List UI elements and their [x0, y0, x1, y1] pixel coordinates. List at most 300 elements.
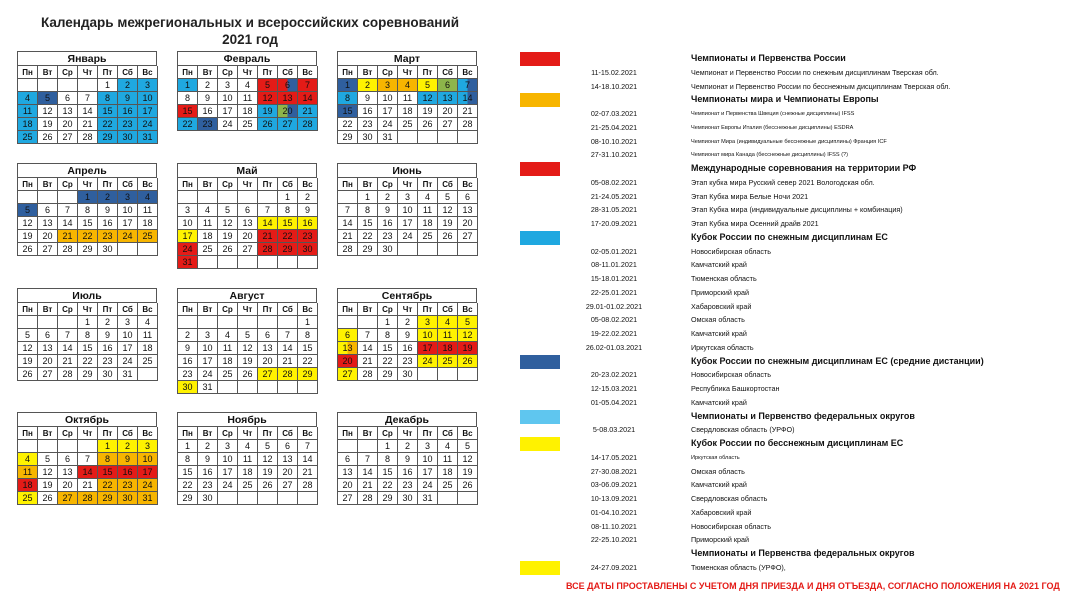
day-cell: 8	[178, 92, 198, 105]
empty-cell	[198, 256, 218, 269]
month-days-grid	[17, 65, 157, 144]
day-cell: 4	[138, 316, 158, 329]
event-date: 10-13.09.2021	[590, 494, 638, 503]
day-cell: 9	[298, 204, 318, 217]
day-cell: 28	[338, 243, 358, 256]
day-cell: 21	[458, 105, 478, 118]
weekday-header: Пт	[418, 303, 438, 316]
day-cell: 10	[218, 453, 238, 466]
day-cell: 14	[358, 466, 378, 479]
weekday-header: Вс	[458, 178, 478, 191]
day-cell: 17	[178, 230, 198, 243]
day-cell: 31	[198, 381, 218, 394]
day-cell: 15	[178, 105, 198, 118]
event-description: Чемпионат и Первенство России по бесснежным дисциплинам Тверская обл.	[691, 81, 951, 91]
legend-event	[520, 66, 1080, 80]
legend-event	[520, 258, 1080, 272]
day-cell: 17	[418, 466, 438, 479]
event-date: 21-25.04.2021	[590, 122, 638, 132]
day-cell: 2	[178, 329, 198, 342]
day-cell: 11	[218, 342, 238, 355]
day-cell: 15	[278, 217, 298, 230]
day-cell: 23	[98, 355, 118, 368]
month-days-grid	[337, 302, 477, 381]
event-date: 17-20.09.2021	[590, 219, 638, 228]
day-cell: 6	[338, 329, 358, 342]
weekday-header: Вт	[358, 66, 378, 79]
day-cell: 24	[198, 368, 218, 381]
day-cell: 8	[278, 204, 298, 217]
month-days-grid	[17, 177, 157, 256]
day-cell: 19	[458, 466, 478, 479]
day-cell: 10	[398, 204, 418, 217]
event-description: Республика Башкортостан	[691, 384, 780, 393]
day-cell: 16	[378, 217, 398, 230]
empty-cell	[278, 492, 298, 505]
legend-category	[520, 355, 1080, 369]
legend-swatch	[520, 355, 560, 369]
day-cell: 26	[258, 118, 278, 131]
empty-cell	[278, 316, 298, 329]
month-name: Февраль	[177, 51, 317, 65]
weekday-header: Вс	[298, 178, 318, 191]
day-cell: 24	[418, 479, 438, 492]
month-name: Ноябрь	[177, 412, 317, 426]
legend-category	[520, 162, 1080, 176]
day-cell: 11	[18, 466, 38, 479]
day-cell: 26	[38, 131, 58, 144]
day-cell: 11	[138, 204, 158, 217]
day-cell: 11	[138, 329, 158, 342]
event-description: Новосибирская область	[691, 521, 772, 531]
day-cell: 14	[338, 217, 358, 230]
day-cell: 18	[438, 342, 458, 355]
day-cell: 28	[358, 492, 378, 505]
event-description: Тюменская область (УРФО),	[691, 562, 786, 572]
day-cell: 30	[378, 243, 398, 256]
day-cell: 22	[98, 118, 118, 131]
event-date: 15-18.01.2021	[590, 274, 638, 283]
day-cell: 4	[18, 453, 38, 466]
day-cell: 9	[198, 453, 218, 466]
legend-category	[520, 437, 1080, 451]
empty-cell	[18, 191, 38, 204]
empty-cell	[238, 381, 258, 394]
weekday-header: Пн	[18, 427, 38, 440]
legend-category	[520, 52, 1080, 66]
day-cell: 2	[98, 191, 118, 204]
day-cell: 21	[78, 118, 98, 131]
day-cell: 22	[298, 355, 318, 368]
day-cell: 8	[358, 204, 378, 217]
day-cell: 10	[418, 329, 438, 342]
day-cell: 5	[438, 191, 458, 204]
event-date: 27-30.08.2021	[590, 466, 638, 476]
weekday-header: Вс	[138, 427, 158, 440]
day-cell: 10	[178, 217, 198, 230]
day-cell: 4	[138, 191, 158, 204]
day-cell: 29	[378, 492, 398, 505]
day-cell: 29	[98, 492, 118, 505]
day-cell: 18	[198, 230, 218, 243]
empty-cell	[358, 440, 378, 453]
day-cell: 9	[178, 342, 198, 355]
day-cell: 15	[298, 342, 318, 355]
day-cell: 20	[38, 355, 58, 368]
empty-cell	[278, 256, 298, 269]
day-cell: 16	[118, 466, 138, 479]
day-cell: 17	[418, 342, 438, 355]
day-cell: 25	[198, 243, 218, 256]
day-cell: 14	[58, 342, 78, 355]
empty-cell	[38, 79, 58, 92]
day-cell: 21	[58, 355, 78, 368]
empty-cell	[278, 381, 298, 394]
weekday-header: Пн	[178, 178, 198, 191]
legend-swatch	[520, 561, 560, 575]
month-block	[337, 163, 477, 256]
legend-swatch	[520, 93, 560, 107]
weekday-header: Сб	[118, 178, 138, 191]
event-description: Новосибирская область	[691, 370, 772, 380]
month-block	[17, 412, 157, 505]
day-cell: 16	[98, 342, 118, 355]
empty-cell	[298, 256, 318, 269]
day-cell: 3	[138, 79, 158, 92]
day-cell: 23	[198, 118, 218, 131]
day-cell: 23	[118, 479, 138, 492]
footer-note: ВСЕ ДАТЫ ПРОСТАВЛЕНЫ С УЧЕТОМ ДНЯ ПРИЕЗДА И ДНЯ ОТЪЕЗДА, СОГЛАСНО ПОЛОЖЕНИЯ НА 2021 ГОД	[566, 581, 1060, 591]
day-cell: 27	[58, 131, 78, 144]
day-cell: 21	[358, 479, 378, 492]
legend-event	[520, 286, 1080, 300]
empty-cell	[38, 191, 58, 204]
legend-event	[520, 121, 1080, 135]
day-cell: 26	[18, 243, 38, 256]
weekday-header: Ср	[218, 303, 238, 316]
legend-swatch	[520, 52, 560, 66]
day-cell: 7	[298, 79, 318, 92]
day-cell: 22	[98, 479, 118, 492]
day-cell: 8	[98, 92, 118, 105]
event-description: Этап Кубка мира Белые Ночи 2021	[691, 191, 809, 201]
legend-swatch	[520, 437, 560, 451]
legend-swatch	[520, 162, 560, 176]
weekday-header: Сб	[438, 178, 458, 191]
day-cell: 1	[378, 316, 398, 329]
weekday-header: Пт	[258, 66, 278, 79]
weekday-header: Вт	[38, 427, 58, 440]
event-date: 12-15.03.2021	[590, 384, 638, 393]
event-description: Приморский край	[691, 535, 750, 545]
day-cell: 19	[18, 355, 38, 368]
day-cell: 5	[218, 204, 238, 217]
weekday-header: Вт	[38, 178, 58, 191]
day-cell: 17	[218, 105, 238, 118]
day-cell: 2	[118, 79, 138, 92]
empty-cell	[458, 492, 478, 505]
weekday-header: Пн	[18, 178, 38, 191]
day-cell: 27	[278, 118, 298, 131]
weekday-header: Вс	[298, 427, 318, 440]
weekday-header: Пн	[338, 178, 358, 191]
day-cell: 26	[438, 230, 458, 243]
weekday-header: Сб	[118, 303, 138, 316]
day-cell: 3	[198, 329, 218, 342]
empty-cell	[18, 79, 38, 92]
month-name: Июль	[17, 288, 157, 302]
day-cell: 4	[218, 329, 238, 342]
day-cell: 20	[38, 230, 58, 243]
day-cell: 19	[38, 479, 58, 492]
weekday-header: Сб	[438, 303, 458, 316]
event-description: Иркутская область	[691, 342, 754, 352]
day-cell: 25	[238, 118, 258, 131]
weekday-header: Сб	[278, 66, 298, 79]
day-cell: 26	[218, 243, 238, 256]
day-cell: 18	[238, 105, 258, 118]
day-cell: 27	[58, 492, 78, 505]
empty-cell	[438, 492, 458, 505]
day-cell: 8	[298, 329, 318, 342]
day-cell: 25	[438, 355, 458, 368]
day-cell: 16	[398, 466, 418, 479]
day-cell: 23	[398, 479, 418, 492]
weekday-header: Ср	[58, 178, 78, 191]
empty-cell	[418, 368, 438, 381]
title-line-2: 2021 год	[222, 32, 278, 47]
weekday-header: Вт	[198, 303, 218, 316]
event-date: 08-11.01.2021	[591, 260, 637, 270]
day-cell: 4	[198, 204, 218, 217]
weekday-header: Вс	[458, 303, 478, 316]
day-cell: 30	[98, 243, 118, 256]
day-cell: 17	[218, 466, 238, 479]
day-cell: 20	[58, 118, 78, 131]
day-cell: 29	[78, 243, 98, 256]
day-cell: 23	[118, 118, 138, 131]
legend-event	[520, 272, 1080, 286]
day-cell: 4	[438, 316, 458, 329]
day-cell: 16	[398, 342, 418, 355]
weekday-header: Ср	[58, 427, 78, 440]
day-cell: 24	[138, 118, 158, 131]
day-cell: 16	[118, 105, 138, 118]
day-cell: 28	[58, 368, 78, 381]
event-description: Чемпионат и Первенство России по снежным дисциплинам Тверская обл.	[691, 67, 939, 77]
empty-cell	[218, 191, 238, 204]
day-cell: 14	[458, 92, 478, 105]
day-cell: 24	[398, 230, 418, 243]
empty-cell	[458, 131, 478, 144]
weekday-header: Пн	[178, 427, 198, 440]
weekday-header: Пт	[258, 303, 278, 316]
day-cell: 12	[38, 466, 58, 479]
day-cell: 22	[78, 230, 98, 243]
legend-category	[520, 410, 1080, 424]
day-cell: 18	[218, 355, 238, 368]
category-heading: Чемпионаты и Первенства федеральных округов	[691, 548, 915, 558]
empty-cell	[178, 316, 198, 329]
day-cell: 1	[78, 191, 98, 204]
month-days-grid	[177, 426, 317, 505]
day-cell: 28	[58, 243, 78, 256]
day-cell: 20	[438, 105, 458, 118]
weekday-header: Вс	[138, 303, 158, 316]
day-cell: 28	[358, 368, 378, 381]
weekday-header: Сб	[118, 66, 138, 79]
event-description: Омская область	[691, 466, 745, 476]
day-cell: 22	[338, 118, 358, 131]
day-cell: 26	[18, 368, 38, 381]
day-cell: 2	[398, 316, 418, 329]
day-cell: 21	[298, 105, 318, 118]
empty-cell	[218, 492, 238, 505]
day-cell: 15	[178, 466, 198, 479]
day-cell: 28	[278, 368, 298, 381]
event-date: 22-25.10.2021	[590, 535, 638, 545]
day-cell: 9	[198, 92, 218, 105]
empty-cell	[218, 316, 238, 329]
empty-cell	[258, 256, 278, 269]
day-cell: 9	[358, 92, 378, 105]
day-cell: 29	[98, 131, 118, 144]
day-cell: 14	[58, 217, 78, 230]
day-cell: 16	[198, 105, 218, 118]
legend-event	[520, 190, 1080, 204]
day-cell: 25	[438, 479, 458, 492]
weekday-header: Пт	[98, 427, 118, 440]
empty-cell	[38, 316, 58, 329]
event-description: Этап кубка мира Русский север 2021 Вологодская обл.	[691, 177, 875, 187]
event-date: 24-27.09.2021	[590, 562, 638, 572]
day-cell: 2	[398, 440, 418, 453]
day-cell: 18	[138, 217, 158, 230]
empty-cell	[418, 243, 438, 256]
day-cell: 6	[38, 204, 58, 217]
weekday-header: Пн	[178, 303, 198, 316]
day-cell: 30	[118, 131, 138, 144]
weekday-header: Сб	[278, 303, 298, 316]
weekday-header: Пт	[418, 427, 438, 440]
day-cell: 13	[38, 217, 58, 230]
day-cell: 3	[218, 79, 238, 92]
day-cell: 4	[438, 440, 458, 453]
weekday-header: Сб	[438, 427, 458, 440]
day-cell: 8	[178, 453, 198, 466]
day-cell: 1	[298, 316, 318, 329]
category-heading: Чемпионаты и Первенства России	[691, 53, 846, 63]
month-block	[337, 288, 477, 381]
day-cell: 13	[258, 342, 278, 355]
day-cell: 4	[238, 79, 258, 92]
day-cell: 23	[198, 479, 218, 492]
day-cell: 19	[218, 230, 238, 243]
weekday-header: Ср	[58, 303, 78, 316]
day-cell: 26	[458, 479, 478, 492]
day-cell: 1	[278, 191, 298, 204]
day-cell: 28	[78, 492, 98, 505]
day-cell: 12	[238, 342, 258, 355]
weekday-header: Сб	[278, 178, 298, 191]
day-cell: 3	[218, 440, 238, 453]
day-cell: 26	[238, 368, 258, 381]
day-cell: 22	[378, 355, 398, 368]
empty-cell	[258, 191, 278, 204]
legend-event	[520, 300, 1080, 314]
month-name: Декабрь	[337, 412, 477, 426]
day-cell: 24	[378, 118, 398, 131]
day-cell: 10	[118, 204, 138, 217]
month-days-grid	[337, 177, 477, 256]
empty-cell	[398, 243, 418, 256]
empty-cell	[218, 256, 238, 269]
event-date: 01-05.04.2021	[590, 397, 638, 407]
day-cell: 20	[238, 230, 258, 243]
weekday-header: Вт	[198, 178, 218, 191]
day-cell: 10	[198, 342, 218, 355]
day-cell: 10	[138, 453, 158, 466]
day-cell: 1	[178, 79, 198, 92]
day-cell: 22	[178, 118, 198, 131]
day-cell: 26	[258, 479, 278, 492]
event-date: 20-23.02.2021	[590, 370, 638, 380]
day-cell: 30	[398, 368, 418, 381]
weekday-header: Чт	[398, 427, 418, 440]
weekday-header: Чт	[398, 66, 418, 79]
day-cell: 8	[78, 204, 98, 217]
day-cell: 3	[118, 191, 138, 204]
day-cell: 5	[18, 204, 38, 217]
day-cell: 3	[178, 204, 198, 217]
weekday-header: Чт	[78, 427, 98, 440]
day-cell: 6	[278, 79, 298, 92]
weekday-header: Сб	[118, 427, 138, 440]
empty-cell	[198, 191, 218, 204]
legend-event	[520, 561, 1080, 575]
event-description: Камчатский край	[691, 260, 747, 270]
day-cell: 4	[238, 440, 258, 453]
day-cell: 17	[138, 105, 158, 118]
day-cell: 19	[38, 118, 58, 131]
day-cell: 31	[178, 256, 198, 269]
month-name: Май	[177, 163, 317, 177]
day-cell: 7	[58, 329, 78, 342]
event-date: 26.02-01.03.2021	[585, 342, 643, 352]
weekday-header: Вс	[458, 427, 478, 440]
day-cell: 5	[458, 440, 478, 453]
month-block	[17, 288, 157, 381]
day-cell: 25	[238, 479, 258, 492]
day-cell: 3	[398, 191, 418, 204]
day-cell: 3	[138, 440, 158, 453]
legend-event	[520, 465, 1080, 479]
day-cell: 5	[238, 329, 258, 342]
month-name: Сентябрь	[337, 288, 477, 302]
day-cell: 12	[458, 329, 478, 342]
day-cell: 11	[198, 217, 218, 230]
day-cell: 29	[298, 368, 318, 381]
day-cell: 10	[218, 92, 238, 105]
day-cell: 24	[178, 243, 198, 256]
month-block	[337, 412, 477, 505]
weekday-header: Ср	[218, 427, 238, 440]
empty-cell	[118, 243, 138, 256]
weekday-header: Пт	[98, 303, 118, 316]
empty-cell	[138, 368, 158, 381]
day-cell: 6	[258, 329, 278, 342]
day-cell: 13	[58, 105, 78, 118]
